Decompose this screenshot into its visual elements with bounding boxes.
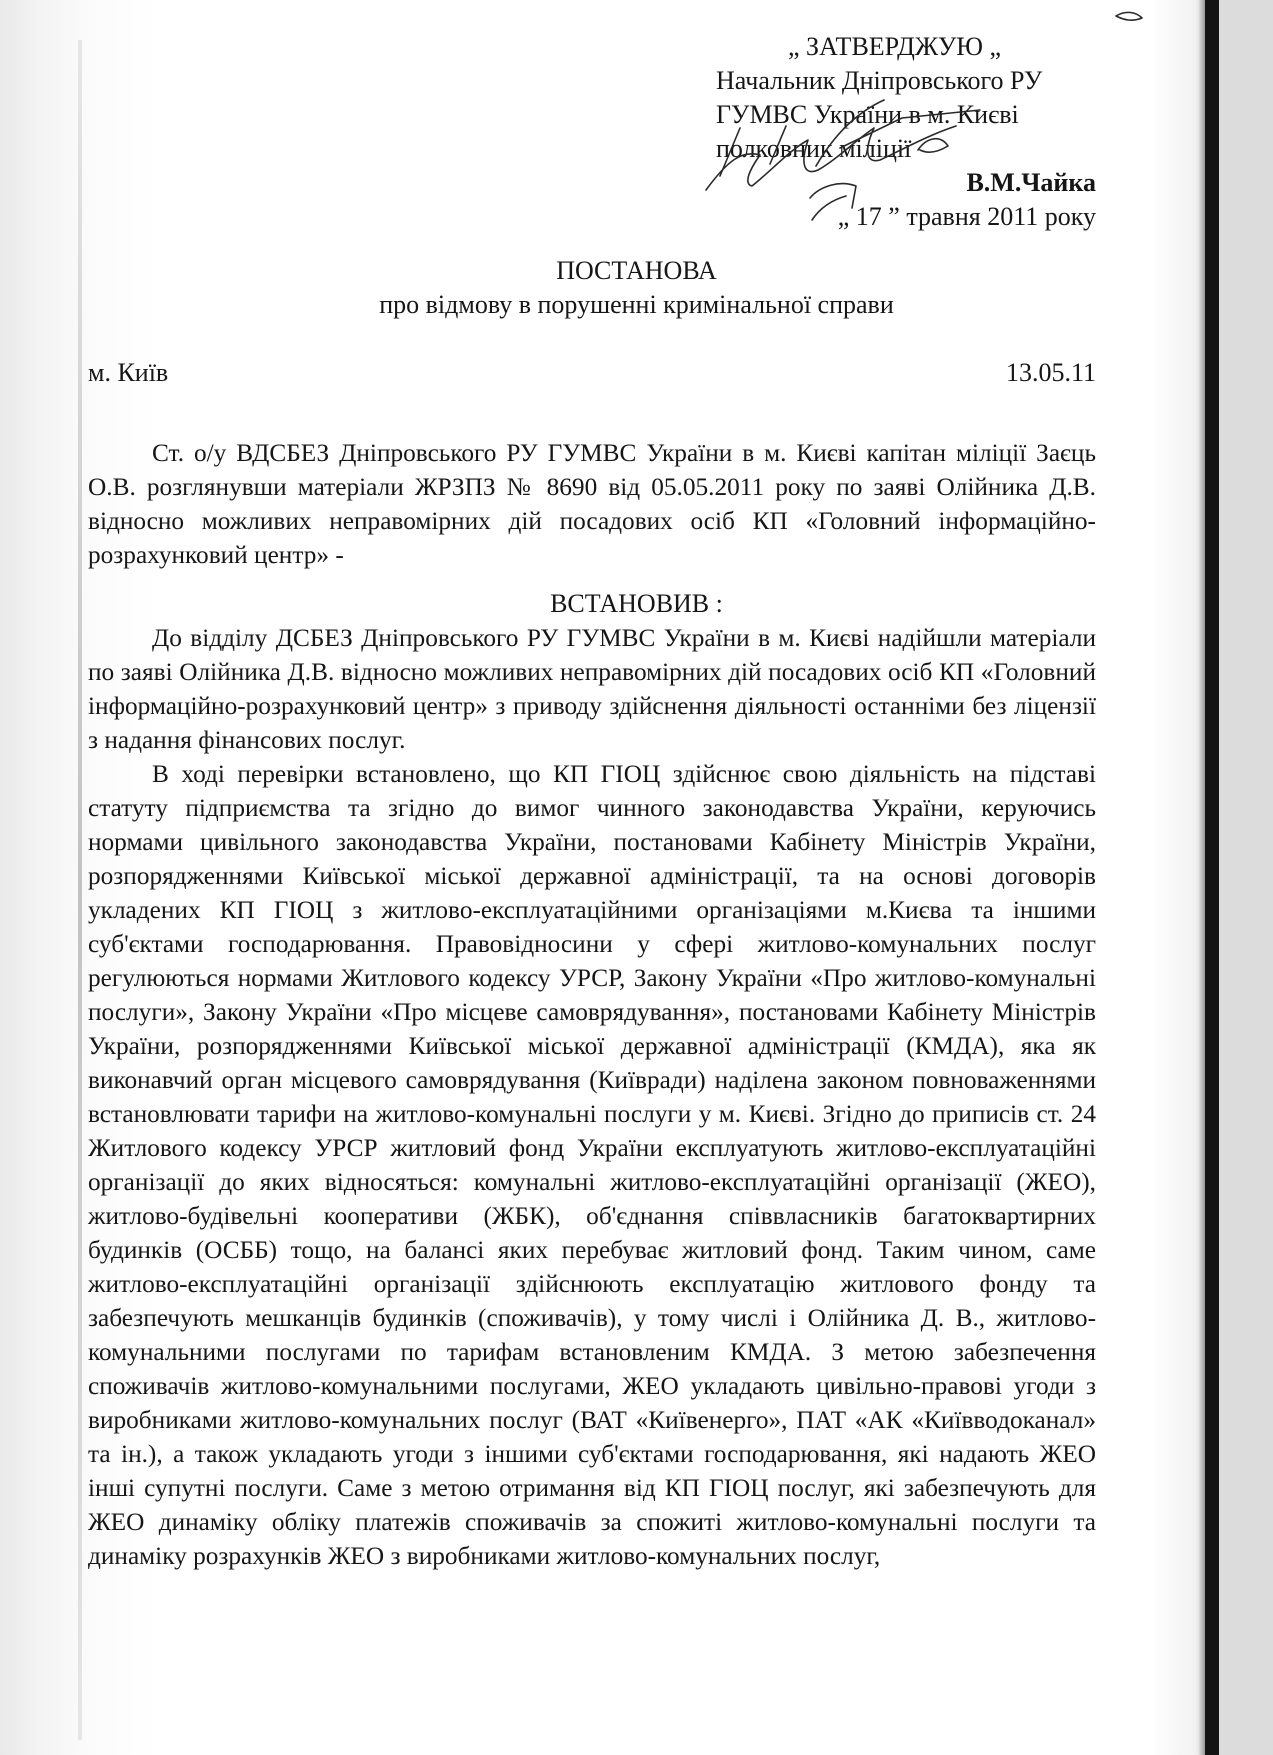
document-title: ПОСТАНОВА: [556, 256, 717, 285]
intro-paragraph: Ст. о/у ВДСБЕЗ Дніпровського РУ ГУМВС України в м. Києві капітан міліції Заєць О.В. розглянувши матеріали ЖРЗПЗ № 8690 від 05.05.2011 року по заяві Олійника Д.В. відносно можливих неправомірних дій посадових осіб КП «Головний інформаційно-розрахунковий центр» -: [88, 439, 1096, 569]
approval-title: „ ЗАТВЕРДЖУЮ „: [788, 32, 1002, 61]
section-heading: ВСТАНОВИВ :: [550, 589, 723, 618]
document-date: 13.05.11: [1005, 358, 1096, 387]
paragraph-2: В ході перевірки встановлено, що КП ГІОЦ здійснює свою діяльність на підставі статуту підприємства та згідно до вимог чинного законодавства України, керуючись нормами цивільного законодавства України, постановами Кабінету Міністрів України, розпорядженнями Київської міської державної адміністрації, та на основі договорів укладених КП ГІОЦ з житлово-експлуатаційними організаціями м.Києва та іншими суб'єктами господарювання. Правовідносини у сфері житлово-комунальних послуг регулюються нормами Житлового кодексу УРСР, Закону України «Про житлово-комунальні послуги», Закону України «Про місцеве самоврядування», постановами Кабінету Міністрів України, розпорядженнями Київської міської державної адміністрації (КМДА), яка як виконавчий орган місцевого самоврядування (Київради) наділена законом повноваженнями встановлювати тарифи на житлово-комунальні послуги у м. Києві. Згідно до приписів ст. 24 Житлового кодексу УРСР житловий фонд України експлуатують житлово-експлуатаційні організації до яких відносяться: комунальні житлово-експлуатаційні організації (ЖЕО), житлово-будівельні кооперативи (ЖБК), об'єднання співвласників багатоквартирних будинків (ОСББ) тощо, на балансі яких перебуває житловий фонд. Таким чином, саме житлово-експлуатаційні організації здійснюють експлуатацію житлового фонду та забезпечують мешканців будинків (споживачів), у тому числі і Олійника Д. В., житлово-комунальними послугами по тарифам встановленим КМДА. З метою забезпечення споживачів житлово-комунальними послугами, ЖЕО укладають цивільно-правові угоди з виробниками житлово-комунальних послуг (ВАТ «Київенерго», ПАТ «АК «Київводоканал» та ін.), а також укладають угоди з іншими суб'єктами господарювання, які надають ЖЕО інші супутні послуги. Саме з метою отримання від КП ГІОЦ послуг, які забезпечують для ЖЕО динаміку обліку платежів споживачів за спожиті житлово-комунальні послуги та динаміку розрахунків ЖЕО з виробниками житлово-комунальних послуг,: [88, 760, 1096, 1570]
approval-name: В.М.Чайка: [966, 168, 1096, 197]
signature-mark: [1116, 12, 1142, 20]
document-place: м. Київ: [88, 358, 169, 387]
approval-date: „ 17 ” травня 2011 року: [837, 202, 1096, 231]
paragraph-1: До відділу ДСБЕЗ Дніпровського РУ ГУМВС України в м. Києві надійшли матеріали по заяві Олійника Д.В. відносно можливих неправомірних дій посадових осіб КП «Головний інформаційно-розрахунковий центр» з приводу здійснення діяльності останніми без ліцензії з надання фінансових послуг.: [88, 624, 1096, 754]
main-body: [88, 621, 1096, 1573]
approval-position-line: Начальник Дніпровського РУ: [716, 66, 1043, 95]
approval-rank-line: полковник міліції: [716, 134, 912, 163]
document-heading: [0, 254, 1273, 322]
approval-department-line: ГУМВС України в м. Києві: [716, 100, 1019, 129]
approval-block: [716, 30, 1096, 234]
intro-block: [88, 436, 1096, 572]
document-subtitle: про відмову в порушенні кримінальної справи: [379, 290, 894, 319]
